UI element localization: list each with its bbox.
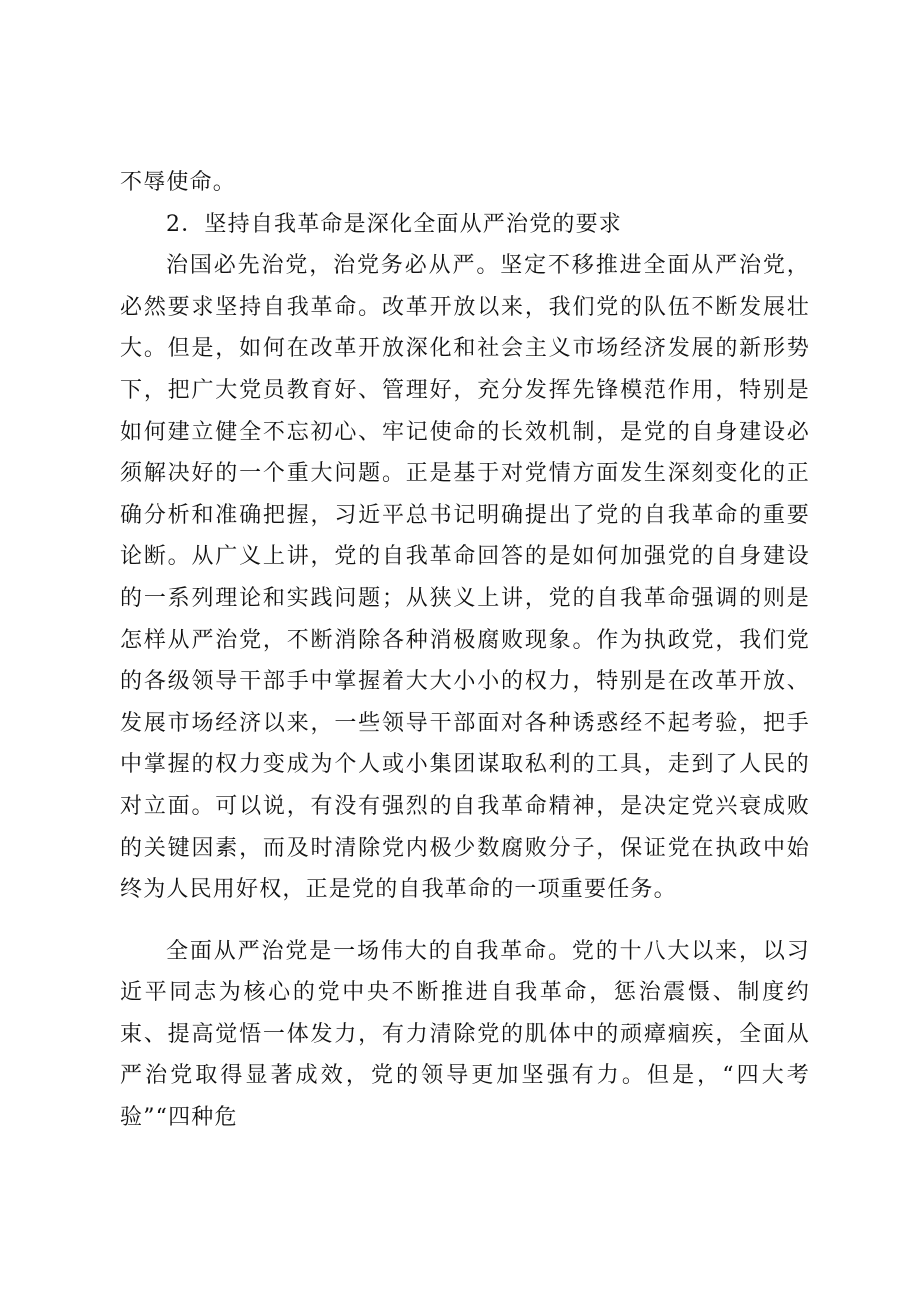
document-body bbox=[120, 162, 810, 1139]
body-paragraph-2: 全面从严治党是一场伟大的自我革命。党的十八大以来，以习近平同志为核心的党中央不断推进自我革命，惩治震慑、制度约束、提高觉悟一体发力，有力清除党的肌体中的顽瘴痼疾，全面从严治党取得显著成效，党的领导更加坚强有力。但是，“四大考验”“四种危 bbox=[120, 938, 810, 1131]
body-paragraph-1: 治国必先治党，治党务必从严。坚定不移推进全面从严治党，必然要求坚持自我革命。改革开放以来，我们党的队伍不断发展壮大。但是，如何在改革开放深化和社会主义市场经济发展的新形势下，把广大党员教育好、管理好，充分发挥先锋模范作用，特别是如何建立健全不忘初心、牢记使命的长效机制，是党的自身建设必须解决好的一个重大问题。正是基于对党情方面发生深刻变化的正确分析和准确把握，习近平总书记明确提出了党的自我革命的重要论断。从广义上讲，党的自我革命回答的是如何加强党的自身建设的一系列理论和实践问题；从狭义上讲，党的自我革命强调的则是怎样从严治党，不断消除各种消极腐败现象。作为执政党，我们党的各级领导干部手中掌握着大大小小的权力，特别是在改革开放、发展市场经济以来，一些领导干部面对各种诱惑经不起考验，把手中掌握的权力变成为个人或小集团谋取私利的工具，走到了人民的对立面。可以说，有没有强烈的自我革命精神，是决定党兴衰成败的关键因素，而及时清除党内极少数腐败分子，保证党在执政中始终为人民用好权，正是党的自我革命的一项重要任务。 bbox=[120, 253, 810, 903]
section-heading: 2．坚持自我革命是深化全面从严治党的要求 bbox=[166, 211, 622, 237]
paragraph-continuation: 不辱使命。 bbox=[120, 170, 237, 195]
